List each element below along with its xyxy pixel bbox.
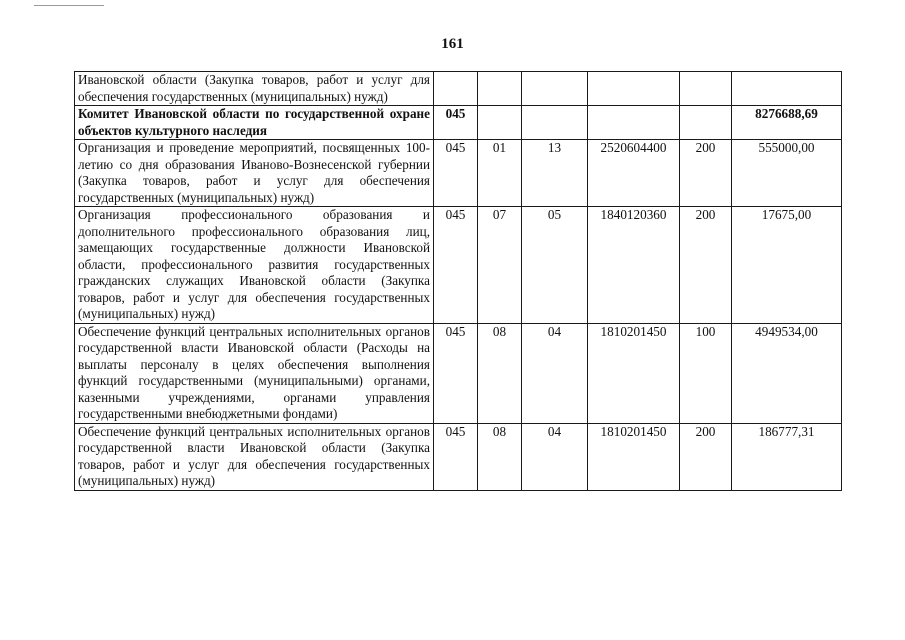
row-description: Организация и проведение мероприятий, посвященных 100-летию со дня образования Иваново-Вознесенской губернии (Закупка товаров, работ и услуг для обеспечения государственных (муниципальных) нужд) bbox=[75, 140, 434, 207]
subsection-code: 04 bbox=[522, 323, 588, 423]
table-row bbox=[75, 106, 842, 140]
section-code: 08 bbox=[478, 323, 522, 423]
expense-type-code bbox=[680, 106, 732, 140]
table-row bbox=[75, 207, 842, 324]
target-code: 1810201450 bbox=[588, 323, 680, 423]
section-code: 08 bbox=[478, 423, 522, 490]
expense-type-code bbox=[680, 72, 732, 106]
section-code: 01 bbox=[478, 140, 522, 207]
expense-type-code: 100 bbox=[680, 323, 732, 423]
subsection-code: 13 bbox=[522, 140, 588, 207]
table-row bbox=[75, 72, 842, 106]
ministry-code: 045 bbox=[434, 106, 478, 140]
expense-type-code: 200 bbox=[680, 140, 732, 207]
subsection-code: 04 bbox=[522, 423, 588, 490]
subsection-code bbox=[522, 72, 588, 106]
subsection-code: 05 bbox=[522, 207, 588, 324]
target-code bbox=[588, 106, 680, 140]
page-number: 161 bbox=[441, 36, 464, 52]
row-description: Комитет Ивановской области по государственной охране объектов культурного наследия bbox=[75, 106, 434, 140]
row-description: Организация профессионального образования и дополнительного профессионального образования лиц, замещающих государственные должности Ивановской области, профессионального развития государственных гражданских служащих Ивановской области (Закупка товаров, работ и услуг для обеспечения государственных (муниципальных) нужд) bbox=[75, 207, 434, 324]
expense-type-code: 200 bbox=[680, 423, 732, 490]
table-row bbox=[75, 140, 842, 207]
target-code: 1840120360 bbox=[588, 207, 680, 324]
ministry-code: 045 bbox=[434, 140, 478, 207]
budget-table bbox=[74, 71, 842, 491]
amount: 555000,00 bbox=[732, 140, 842, 207]
amount: 4949534,00 bbox=[732, 323, 842, 423]
table-row bbox=[75, 423, 842, 490]
ministry-code: 045 bbox=[434, 207, 478, 324]
amount bbox=[732, 72, 842, 106]
row-description: Ивановской области (Закупка товаров, работ и услуг для обеспечения государственных (муниципальных) нужд) bbox=[75, 72, 434, 106]
row-description: Обеспечение функций центральных исполнительных органов государственной власти Ивановской области (Закупка товаров, работ и услуг для обеспечения государственных (муниципальных) нужд) bbox=[75, 423, 434, 490]
subsection-code bbox=[522, 106, 588, 140]
table-row bbox=[75, 323, 842, 423]
target-code: 1810201450 bbox=[588, 423, 680, 490]
ministry-code: 045 bbox=[434, 323, 478, 423]
ministry-code: 045 bbox=[434, 423, 478, 490]
section-code: 07 bbox=[478, 207, 522, 324]
row-description: Обеспечение функций центральных исполнительных органов государственной власти Ивановской области (Расходы на выплаты персоналу в целях обеспечения выполнения функций государственными (муниципальными) органами, казенными учреждениями, органами управления государственными внебюджетными фондами) bbox=[75, 323, 434, 423]
target-code bbox=[588, 72, 680, 106]
ministry-code bbox=[434, 72, 478, 106]
amount: 186777,31 bbox=[732, 423, 842, 490]
amount: 8276688,69 bbox=[732, 106, 842, 140]
target-code: 2520604400 bbox=[588, 140, 680, 207]
amount: 17675,00 bbox=[732, 207, 842, 324]
section-code bbox=[478, 106, 522, 140]
expense-type-code: 200 bbox=[680, 207, 732, 324]
section-code bbox=[478, 72, 522, 106]
scan-artifact-line bbox=[34, 5, 104, 6]
